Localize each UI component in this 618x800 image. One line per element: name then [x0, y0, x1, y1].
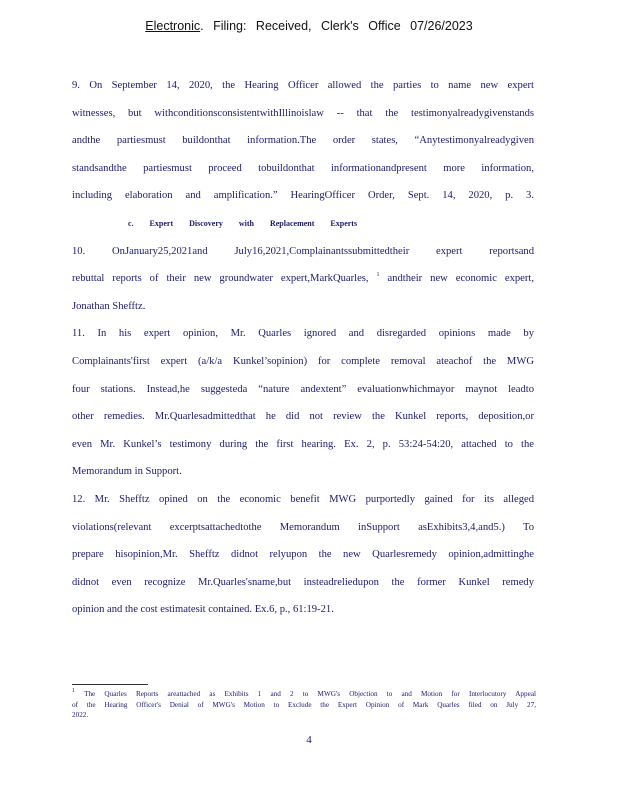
- paragraph-line: even Mr. Kunkel’s testimony during the first hearing. Ex. 2, p. 53:24-54:20, attached to the: [72, 438, 534, 450]
- paragraph-line: violations(relevant excerptsattachedtothe Memorandum inSupport asExhibits3,4,and5.) To: [72, 521, 534, 533]
- paragraph-line-start: rebuttal reports of their new groundwater expert,MarkQuarles,: [72, 273, 369, 285]
- footnote-line: 2022.: [72, 711, 89, 719]
- paragraph-line: 11. In his expert opinion, Mr. Quarles ignored and disregarded opinions made by: [72, 328, 534, 340]
- section-subheading: c. Expert Discovery with Replacement Experts: [128, 218, 358, 228]
- paragraph-line: Complainants'first expert (a/k/a Kunkel’sopinion) for complete removal ateachof the MWG: [72, 355, 534, 367]
- footnote: [72, 689, 536, 721]
- paragraph-11: [72, 320, 534, 486]
- paragraph-10: [72, 238, 534, 321]
- paragraph-line: including elaboration and amplification.” HearingOfficer Order, Sept. 14, 2020, p. 3.: [72, 190, 534, 202]
- paragraph-line: witnesses, but withconditionsconsistentwithIllinoislaw -- that the testimonyalreadygivenstands: [72, 107, 534, 119]
- filing-header-text: . Filing: Received, Clerk's Office 07/26/2023: [200, 19, 473, 33]
- paragraph-line: prepare hisopinion,Mr. Shefftz didnot relyupon the new Quarlesremedy opinion,admittinghe: [72, 549, 534, 561]
- paragraph-line: opinion and the cost estimatesit contained. Ex.6, p., 61:19-21.: [72, 604, 334, 616]
- footnote-line-text: The Quarles Reports areattached as Exhibits 1 and 2 to MWG's Objection to and Motion for Interlocutory Appeal: [84, 690, 537, 698]
- footnote-reference[interactable]: 1: [376, 272, 380, 279]
- filing-header: [0, 19, 618, 33]
- paragraph-line: 10. OnJanuary25,2021and July16,2021,Complainantssubmittedtheir expert reportsand: [72, 245, 534, 257]
- footnote-line: [72, 689, 536, 700]
- paragraph-line: Jonathan Shefftz.: [72, 300, 146, 312]
- page-number: 4: [306, 734, 312, 746]
- footnote-line: of the Hearing Officer's Denial of MWG's Motion to Exclude the Expert Opinion of Mark Quarles filed on July 27,: [72, 700, 536, 709]
- footnote-marker: 1: [72, 688, 75, 694]
- paragraph-line: andthe partiesmust buildonthat information.The order states, “Anytestimonyalreadygiven: [72, 135, 534, 147]
- paragraph-12: [72, 486, 534, 624]
- paragraph-line-end: andtheir new economic expert,: [379, 273, 534, 285]
- paragraph-line: other remedies. Mr.Quarlesadmittedthat he did not review the Kunkel reports, deposition,or: [72, 411, 534, 423]
- paragraph-line: Memorandum in Support.: [72, 466, 182, 478]
- paragraph-line: standsandthe partiesmust proceed tobuildonthat informationandpresent more information,: [72, 162, 534, 174]
- filing-header-electronic: Electronic: [145, 19, 201, 33]
- paragraph-9: [72, 72, 534, 210]
- paragraph-line: 12. Mr. Shefftz opined on the economic benefit MWG purportedly gained for its alleged: [72, 493, 534, 505]
- footnote-separator: [72, 684, 148, 685]
- paragraph-line: didnot even recognize Mr.Quarles'sname,but insteadreliedupon the former Kunkel remedy: [72, 576, 534, 588]
- paragraph-line: 9. On September 14, 2020, the Hearing Officer allowed the parties to name new expert: [72, 80, 534, 91]
- document-body: [72, 72, 534, 624]
- paragraph-line-with-footnote: [72, 265, 534, 293]
- paragraph-line: four stations. Instead,he suggesteda “nature andextent” evaluationwhichmayor maynot leadto: [72, 383, 534, 395]
